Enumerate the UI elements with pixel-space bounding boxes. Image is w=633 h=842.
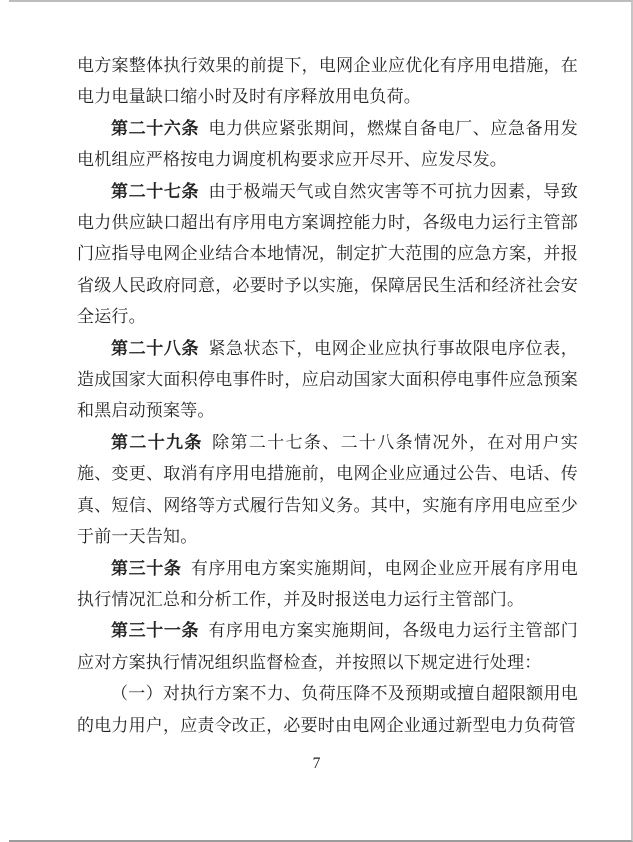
paragraph-article-26 [77, 113, 578, 176]
article-31-number: 第三十一条 [111, 621, 200, 641]
paragraph-article-31 [77, 615, 578, 678]
page-content [77, 50, 578, 741]
article-26-text: 电力供应紧张期间，燃煤自备电厂、应急备用发电机组应严格按电力调度机构要求应开尽开、应发尽发。 [77, 118, 578, 170]
item-1-text: （一）对执行方案不力、负荷压降不及预期或擅自超限额用电的电力用户，应责令改正，必要时由电网企业通过新型电力负荷管 [77, 684, 578, 735]
article-27-text: 由于极端天气或自然灾害等不可抗力因素，导致电力供应缺口超出有序用电方案调控能力时，各级电力运行主管部门应指导电网企业结合本地情况，制定扩大范围的应急方案，并报省级人民政府同意，必要时予以实施，保障居民生活和经济社会安全运行。 [77, 181, 578, 327]
article-31-text: 有序用电方案实施期间，各级电力运行主管部门应对方案执行情况组织监督检查，并按照以下规定进行处理： [77, 621, 578, 672]
paragraph-article-27 [77, 176, 578, 333]
paragraph-article-28 [77, 333, 578, 427]
paragraph-text: 电方案整体执行效果的前提下，电网企业应优化有序用电措施，在电力电量缺口缩小时及时有序释放用电负荷。 [77, 56, 578, 107]
article-29-number: 第二十九条 [111, 432, 203, 452]
article-27-number: 第二十七条 [111, 181, 200, 201]
paragraph-continuation [77, 50, 578, 113]
article-28-number: 第二十八条 [111, 338, 200, 358]
article-30-number: 第三十条 [111, 558, 182, 578]
article-28-text: 紧急状态下，电网企业应执行事故限电序位表，造成国家大面积停电事件时，应启动国家大面积停电事件应急预案和黑启动预案等。 [77, 338, 578, 421]
paragraph-item-1 [77, 678, 578, 741]
paragraph-article-29 [77, 427, 578, 553]
article-26-number: 第二十六条 [111, 118, 200, 138]
article-29-text: 除第二十七条、二十八条情况外，在对用户实施、变更、取消有序用电措施前，电网企业应通过公告、电话、传真、短信、网络等方式履行告知义务。其中，实施有序用电应至少于前一天告知。 [77, 432, 579, 547]
page-number: 7 [312, 755, 321, 772]
paragraph-article-30 [77, 553, 578, 616]
article-30-text: 有序用电方案实施期间，电网企业应开展有序用电执行情况汇总和分析工作，并及时报送电力运行主管部门。 [77, 558, 578, 609]
